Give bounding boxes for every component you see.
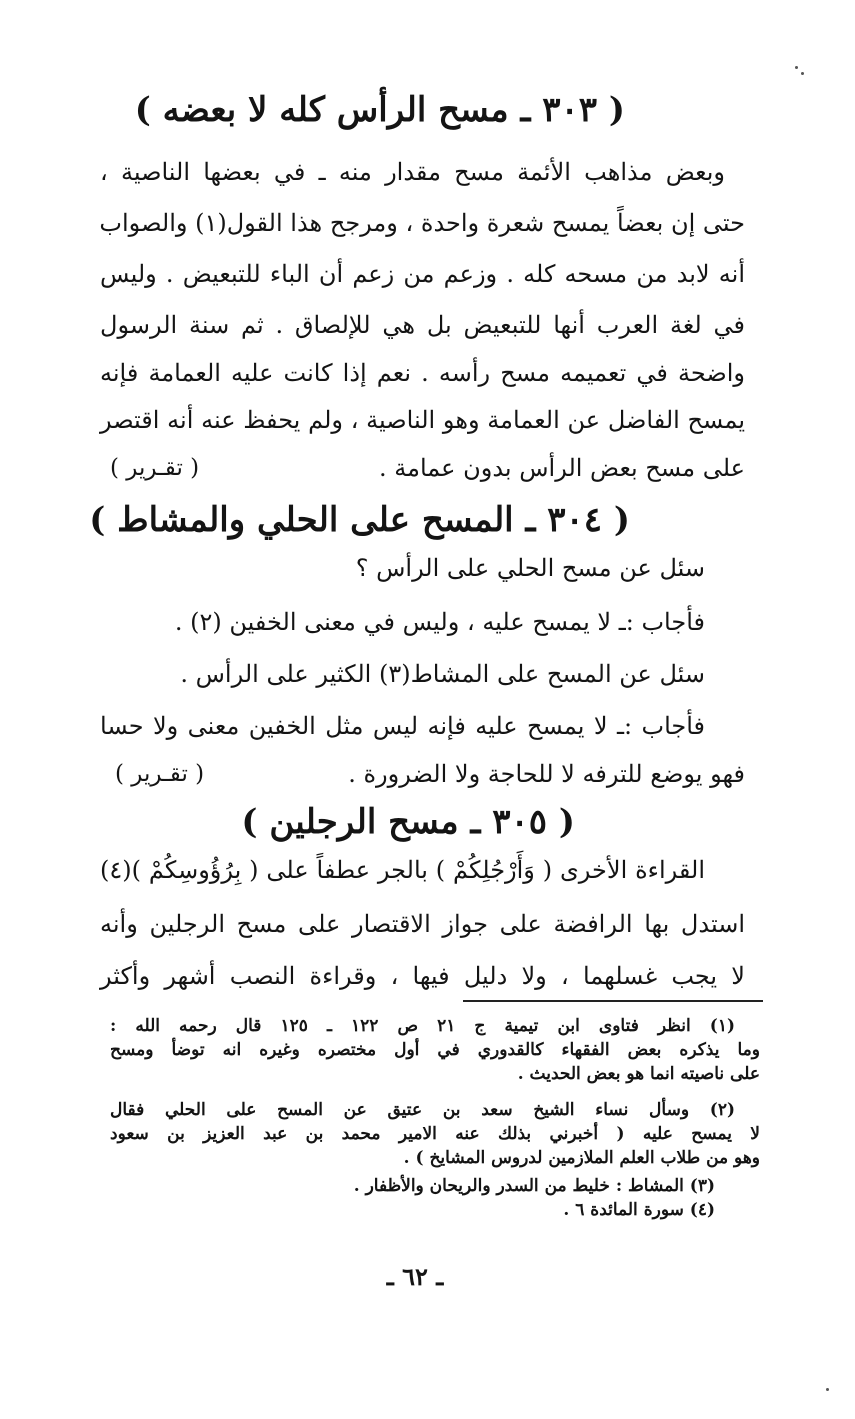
body-line: استدل بها الرافضة على جواز الاقتصار على مسح الرجلين وأنه [100,910,745,938]
section-heading-304: ( ٣٠٤ ـ المسح على الحلي والمشاط ) [89,500,630,540]
body-line: يمسح الفاضل عن العمامة وهو الناصية ، ولم يحفظ عنه أنه اقتصر [100,406,745,434]
footnote-line: لا يمسح عليه ( أخبرني بذلك عنه الامير محمد بن عبد العزيز بن سعود [110,1124,760,1144]
section-heading-305: ( ٣٠٥ ـ مسح الرجلين ) [241,802,575,842]
footnote-line: وما يذكره بعض الفقهاء كالقدوري في أول مختصره وغيره انه توضأ ومسح [110,1040,760,1060]
page-number: ـ ٦٢ ـ [386,1262,444,1291]
scan-speck [826,1388,829,1391]
body-line: وبعض مذاهب الأئمة مسح مقدار منه ـ في بعضها الناصية ، [100,158,725,186]
footnote-line: (٤) سورة المائدة ٦ . [563,1200,715,1220]
scan-speck [801,72,804,75]
body-line: حتى إن بعضاً يمسح شعرة واحدة ، ومرجح هذا القول(١) والصواب [99,209,745,237]
body-line: سئل عن المسح على المشاط(٣) الكثير على الرأس . [180,660,705,688]
body-line: لا يجب غسلهما ، ولا دليل فيها ، وقراءة النصب أشهر وأكثر [100,962,745,990]
body-line: فهو يوضع للترفه لا للحاجة ولا الضرورة . [348,760,745,788]
section-heading-303: ( ٣٠٣ ـ مسح الرأس كله لا بعضه ) [134,90,625,130]
body-line: فأجاب :ـ لا يمسح عليه فإنه ليس مثل الخفين معنى ولا حسا [100,712,705,740]
body-line: على مسح بعض الرأس بدون عمامة . [379,454,745,482]
footnote-line: (٢) وسأل نساء الشيخ سعد بن عتيق عن المسح على الحلي فقال [110,1100,735,1120]
body-line: فأجاب :ـ لا يمسح عليه ، وليس في معنى الخفين (٢) . [174,608,705,636]
scan-speck [795,66,798,69]
verdict-label: ( تقـرير ) [110,455,200,481]
footnote-line: (٣) المشاط : خليط من السدر والريحان والأظفار . [353,1176,715,1196]
footnote-line: (١) انظر فتاوى ابن تيمية ج ٢١ ص ١٢٢ ـ ١٢٥ قال رحمه الله : [110,1016,735,1036]
verdict-label: ( تقـرير ) [115,761,205,787]
footnote-line: وهو من طلاب العلم الملازمين لدروس المشايخ ) . [403,1148,760,1168]
body-line: أنه لابد من مسحه كله . وزعم من زعم أن الباء للتبعيض . وليس [100,260,745,288]
footnote-line: على ناصيته انما هو بعض الحديث . [517,1064,760,1084]
body-line: في لغة العرب أنها للتبعيض بل هي للإلصاق . ثم سنة الرسول [100,311,745,339]
body-line: واضحة في تعميمه مسح رأسه . نعم إذا كانت عليه العمامة فإنه [100,359,745,387]
body-line: سئل عن مسح الحلي على الرأس ؟ [355,554,705,582]
body-line: القراءة الأخرى ( وَأَرْجُلِكُمْ ) بالجر عطفاً على ( بِرُؤُوسِكُمْ )(٤) [100,856,705,884]
footnote-separator [463,1000,763,1002]
